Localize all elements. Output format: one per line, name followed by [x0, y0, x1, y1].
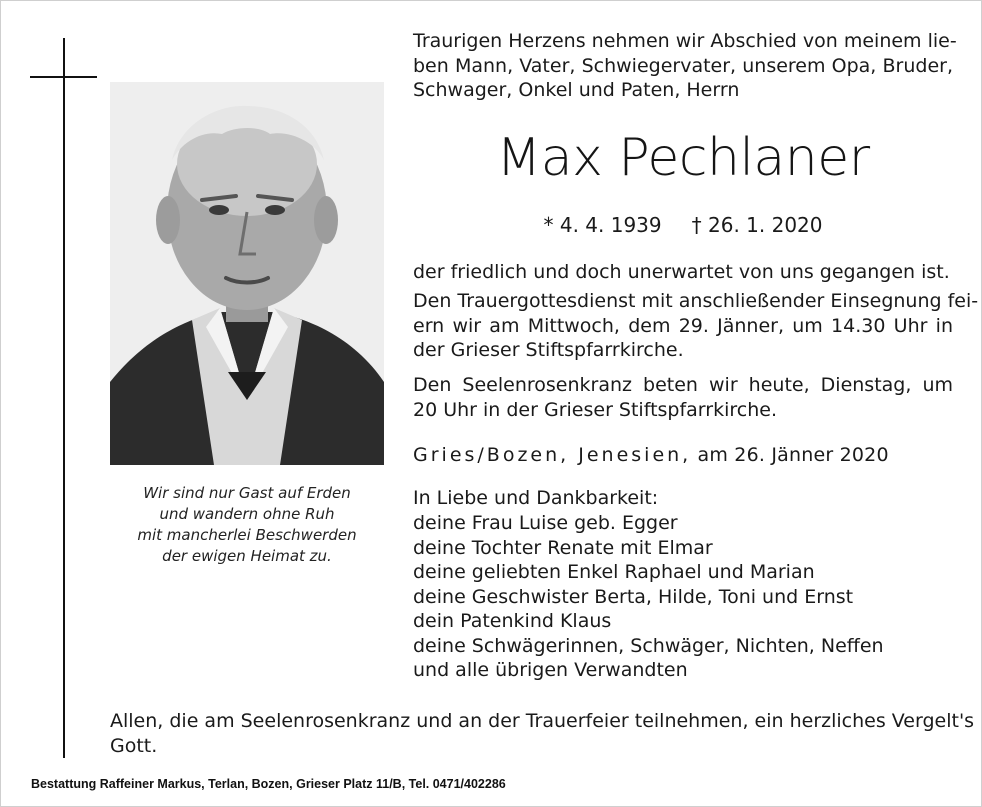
- rosary-line: Den Seelenrosenkranz beten wir heute, Dienstag, um: [413, 374, 953, 396]
- intro-line: Schwager, Onkel und Paten, Herrn: [413, 79, 740, 101]
- death-date: † 26. 1. 2020: [691, 213, 823, 237]
- life-dates: [413, 212, 953, 238]
- cross-horizontal-bar: [30, 76, 97, 78]
- intro-paragraph: [413, 29, 957, 103]
- cross-vertical-bar: [63, 38, 65, 758]
- intro-line: Traurigen Herzens nehmen wir Abschied von meinem lie-: [413, 30, 957, 52]
- mourner-entry: deine geliebten Enkel Raphael und Marian: [413, 561, 815, 583]
- portrait-illustration: [110, 82, 384, 465]
- place-date: am 26. Jänner 2020: [697, 444, 889, 466]
- funeral-paragraph: [413, 289, 979, 363]
- verse-line: mit mancherlei Beschwerden: [137, 526, 357, 544]
- mourners-list: [413, 511, 953, 683]
- love-heading-text: In Liebe und Dankbarkeit:: [413, 487, 659, 509]
- rosary-line: 20 Uhr in der Grieser Stiftspfarrkirche.: [413, 398, 777, 421]
- closing-line: Allen, die am Seelenrosenkranz und an der Trauerfeier teilnehmen, ein herzliches Vergelt's: [110, 710, 975, 732]
- funeral-line: ern wir am Mittwoch, dem 29. Jänner, um 14.30 Uhr in: [413, 314, 953, 337]
- verse-line: der ewigen Heimat zu.: [162, 547, 332, 565]
- verse-line: und wandern ohne Ruh: [159, 505, 335, 523]
- passing-line: der friedlich und doch unerwartet von uns gegangen ist.: [413, 261, 950, 283]
- love-heading: [413, 486, 953, 511]
- funeral-line: Den Trauergottesdienst mit anschließender Einsegnung fei-: [413, 290, 979, 312]
- mourner-entry: dein Patenkind Klaus: [413, 610, 612, 632]
- birth-date: * 4. 4. 1939: [543, 213, 662, 237]
- passing-paragraph: [413, 260, 953, 285]
- mourner-entry: deine Frau Luise geb. Egger: [413, 512, 678, 534]
- memorial-verse: [110, 483, 384, 567]
- verse-line: Wir sind nur Gast auf Erden: [143, 484, 351, 502]
- closing-line: Gott.: [110, 734, 158, 757]
- funeral-home-footer: Bestattung Raffeiner Markus, Terlan, Bozen, Grieser Platz 11/B, Tel. 0471/402286: [31, 777, 506, 791]
- mourner-entry: deine Geschwister Berta, Hilde, Toni und Ernst: [413, 585, 854, 608]
- closing-thanks: [110, 709, 975, 758]
- mourner-entry: deine Schwägerinnen, Schwäger, Nichten, Neffen: [413, 634, 884, 657]
- deceased-name: Max Pechlaner: [496, 128, 870, 188]
- portrait-photo: [110, 82, 384, 465]
- mourner-entry: und alle übrigen Verwandten: [413, 659, 688, 681]
- funeral-line: der Grieser Stiftspfarrkirche.: [413, 339, 684, 361]
- rosary-paragraph: [413, 373, 953, 422]
- place-date-line: [413, 443, 953, 468]
- mourner-entry: deine Tochter Renate mit Elmar: [413, 536, 713, 559]
- place-location: Gries/Bozen, Jenesien,: [413, 444, 692, 466]
- intro-line: ben Mann, Vater, Schwiegervater, unserem Opa, Bruder,: [413, 54, 953, 77]
